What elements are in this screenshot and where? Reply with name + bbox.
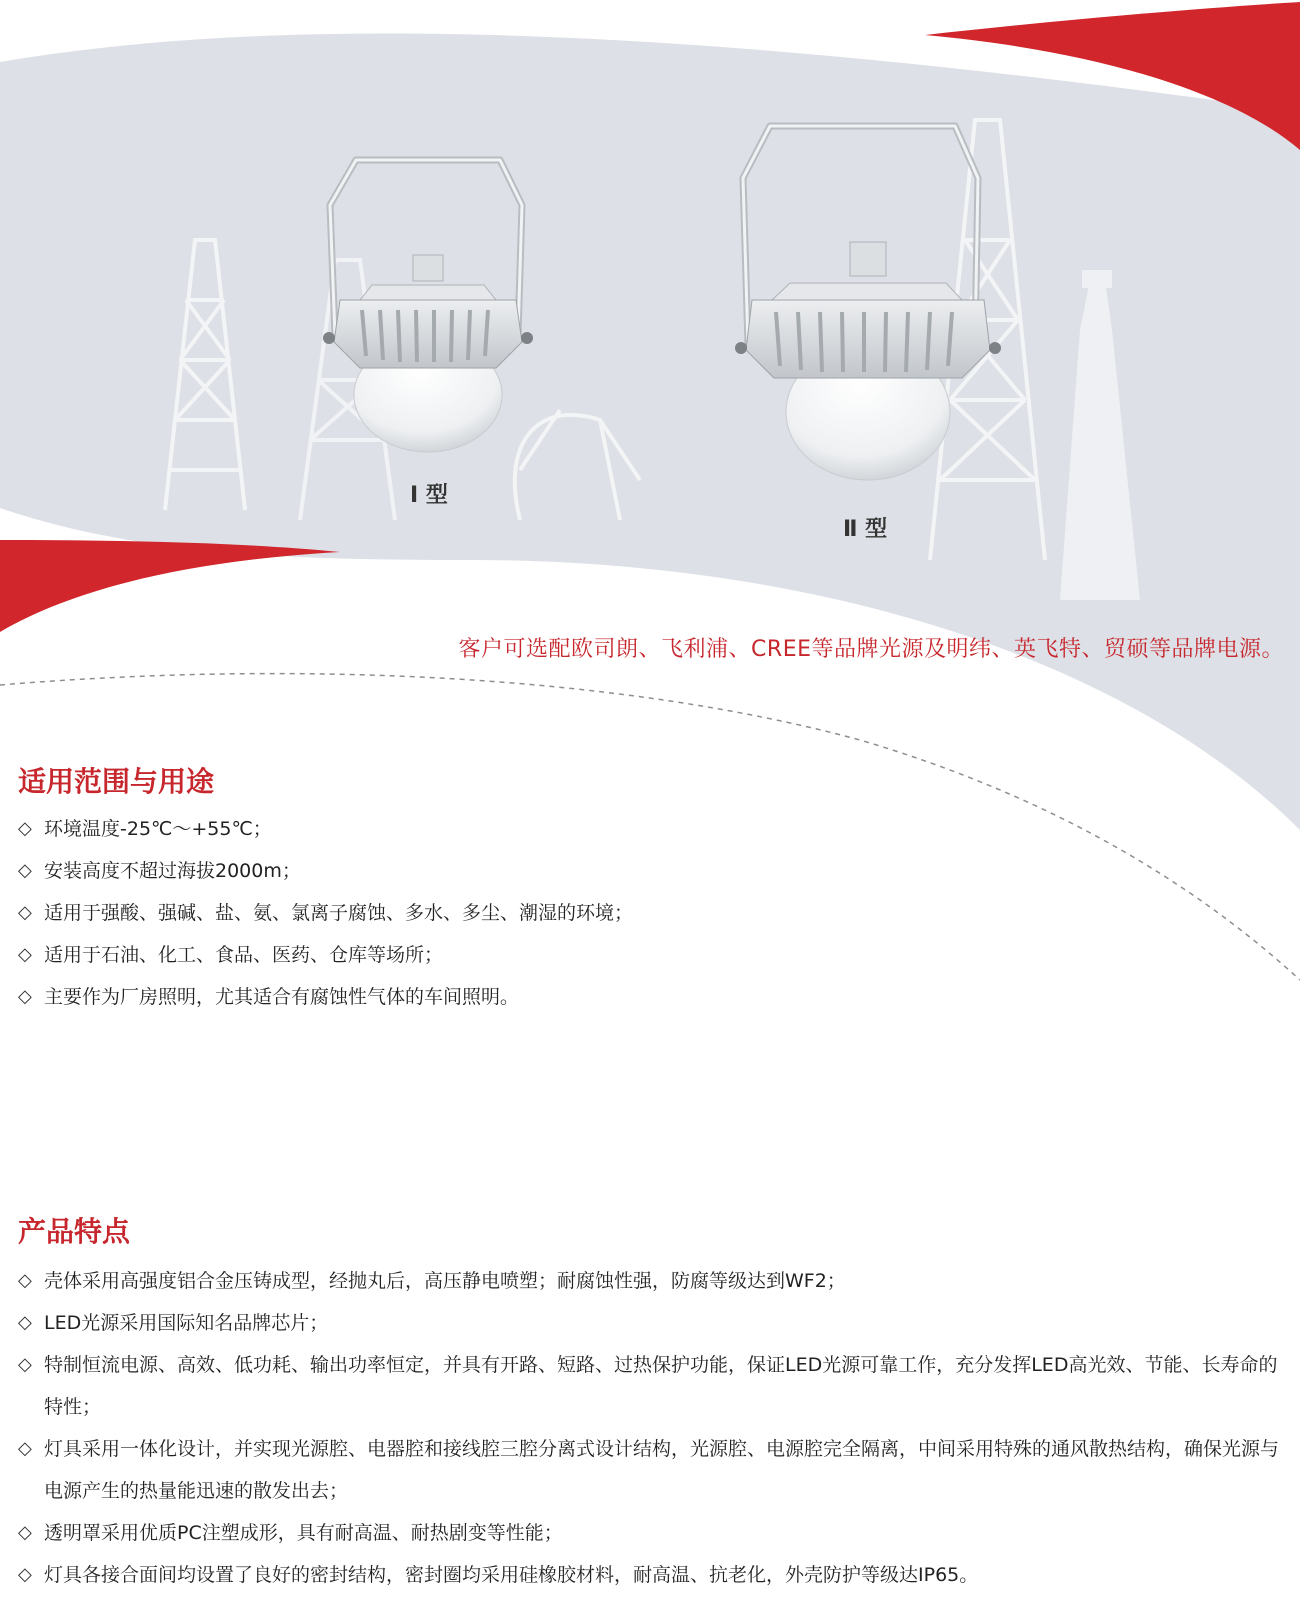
diamond-bullet-icon: ◇ xyxy=(18,986,32,1007)
list-item xyxy=(18,892,1288,934)
list-item xyxy=(18,1344,1288,1428)
bottom-left-red-swoosh xyxy=(0,540,340,632)
diamond-bullet-icon: ◇ xyxy=(18,1522,32,1543)
list-item xyxy=(18,1260,1288,1302)
diamond-bullet-icon: ◇ xyxy=(18,1564,32,1585)
list-item xyxy=(18,850,1288,892)
list-item xyxy=(18,934,1288,976)
feature-item-text: 灯具各接合面间均设置了良好的密封结构，密封圈均采用硅橡胶材料，耐高温、抗老化，外壳防护等级达IP65。 xyxy=(44,1564,979,1586)
usage-item-text: 安装高度不超过海拔2000m； xyxy=(44,860,301,882)
brand-note: 客户可选配欧司朗、飞利浦、CREE等品牌光源及明纬、英飞特、贸硕等品牌电源。 xyxy=(458,637,1284,662)
usage-section-title: 适用范围与用途 xyxy=(18,765,215,798)
usage-item-text: 主要作为厂房照明，尤其适合有腐蚀性气体的车间照明。 xyxy=(44,986,520,1008)
usage-list xyxy=(18,808,1288,1018)
lamp-type-1-label: Ⅰ 型 xyxy=(410,483,448,508)
list-item xyxy=(18,1554,1288,1596)
usage-item-text: 适用于石油、化工、食品、医药、仓库等场所； xyxy=(44,944,444,966)
list-item xyxy=(18,976,1288,1018)
diamond-bullet-icon: ◇ xyxy=(18,1312,32,1333)
diamond-bullet-icon: ◇ xyxy=(18,818,32,839)
diamond-bullet-icon: ◇ xyxy=(18,902,32,923)
list-item xyxy=(18,1428,1288,1512)
usage-item-text: 适用于强酸、强碱、盐、氨、氯离子腐蚀、多水、多尘、潮湿的环境； xyxy=(44,902,634,924)
feature-item-text: 灯具采用一体化设计，并实现光源腔、电器腔和接线腔三腔分离式设计结构，光源腔、电源腔完全隔离，中间采用特殊的通风散热结构，确保光源与电源产生的热量能迅速的散发出去； xyxy=(44,1438,1280,1502)
feature-item-text: LED光源采用国际知名品牌芯片； xyxy=(44,1312,329,1334)
diamond-bullet-icon: ◇ xyxy=(18,1438,32,1459)
list-item xyxy=(18,808,1288,850)
diamond-bullet-icon: ◇ xyxy=(18,860,32,881)
feature-item-text: 特制恒流电源、高效、低功耗、输出功率恒定，并具有开路、短路、过热保护功能，保证LED光源可靠工作，充分发挥LED高光效、节能、长寿命的特性； xyxy=(44,1354,1278,1418)
feature-item-text: 透明罩采用优质PC注塑成形，具有耐高温、耐热剧变等性能； xyxy=(44,1522,563,1544)
feature-item-text: 壳体采用高强度铝合金压铸成型，经抛丸后，高压静电喷塑；耐腐蚀性强，防腐等级达到WF2； xyxy=(44,1270,846,1292)
usage-item-text: 环境温度-25℃～+55℃； xyxy=(44,818,272,840)
features-list xyxy=(18,1260,1288,1596)
list-item xyxy=(18,1512,1288,1554)
diamond-bullet-icon: ◇ xyxy=(18,944,32,965)
features-section-title: 产品特点 xyxy=(18,1215,131,1248)
diamond-bullet-icon: ◇ xyxy=(18,1270,32,1291)
diamond-bullet-icon: ◇ xyxy=(18,1354,32,1375)
lamp-type-2-label: Ⅱ 型 xyxy=(843,517,888,542)
list-item xyxy=(18,1302,1288,1344)
